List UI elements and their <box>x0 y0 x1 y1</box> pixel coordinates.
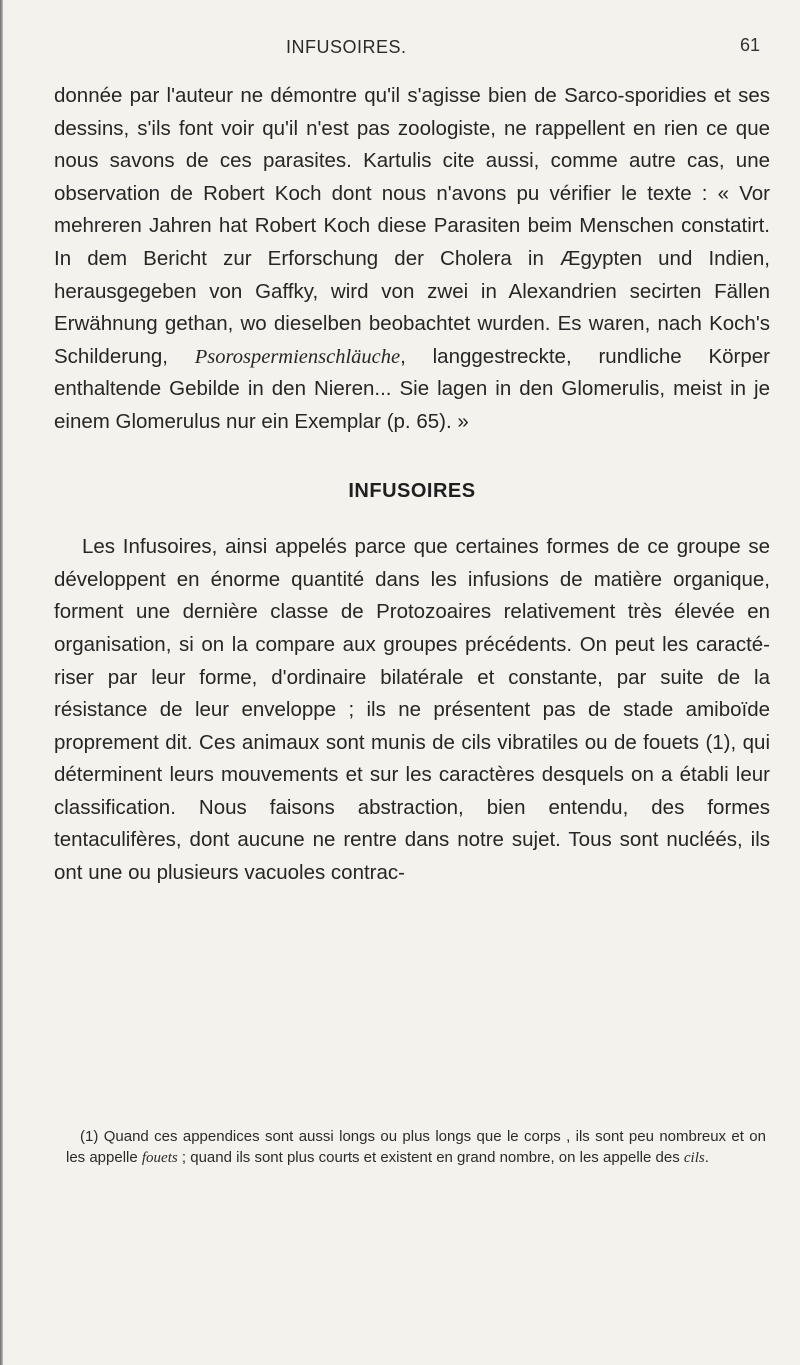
page-number: 61 <box>739 35 760 55</box>
paragraph-text: , langgestreckte, rundliche Körper enthaltende Gebilde in den Nieren... Sie lagen in den Glomerulis, meist in je einem Glomerulus nur ein Exemplar (p. 65). » <box>54 344 770 433</box>
footnote-text: . <box>704 1149 709 1166</box>
paragraph-infusoires: Les Infusoires, ainsi appelés parce que certaines formes de ce groupe se développent en énorme quantité dans les infusions de matière organique, forment une dernière classe de Protozoaires relativement très élevée en organisation, si on la compare aux groupes précédents. On peut les caracté-riser par leur forme, d'ordinaire bilatérale et constante, par suite de la résistance de leur enveloppe ; ils ne présentent pas de stade amiboïde proprement dit. Ces animaux sont munis de cils vibratiles ou de fouets (1), qui déterminent leurs mouvements et sur les caractères desquels on a établi leur classification. Nous faisons abstraction, bien entendu, des formes tentaculifères, dont aucune ne rentre dans notre sujet. Tous sont nucléés, ils ont une ou plusieurs vacuoles contrac- <box>54 535 770 885</box>
page-body <box>54 80 770 890</box>
running-title: INFUSOIRES. <box>286 37 407 57</box>
page-edge <box>0 0 3 1365</box>
section-heading: INFUSOIRES <box>348 479 476 502</box>
footnote-text: ; quand ils sont plus courts et existent en grand nombre, on les appelle des <box>177 1149 684 1166</box>
footnote <box>66 1126 766 1169</box>
italic-term: Psorospermienschläuche <box>194 345 401 368</box>
paragraph-continued <box>54 80 770 439</box>
page-header <box>54 37 776 61</box>
footnote-italic-term: fouets <box>141 1150 178 1166</box>
footnote-italic-term: cils <box>683 1150 705 1166</box>
paragraph-text: donnée par l'auteur ne démontre qu'il s'agisse bien de Sarco-sporidies et ses dessins, s'ils font voir qu'il n'est pas zoologiste, ne rappellent en rien ce que nous savons de ces parasites. Kartulis cite aussi, comme autre cas, une observation de Robert Koch dont nous n'avons pu vérifier le texte : « Vor mehreren Jahren hat Robert Koch diese Parasiten beim Menschen constatirt. In dem Bericht zur Erforschung der Cholera in Ægypten und Indien, herausgegeben von Gaffky, wird von zwei in Alexandrien secirten Fällen Erwähnung gethan, wo dieselben beobachtet wurden. Es waren, nach Koch's Schilderung, <box>54 84 770 368</box>
footnote-text: (1) Quand ces appendices sont aussi longs ou plus longs que le corps , ils sont peu nombreux et on les appelle <box>66 1128 766 1166</box>
